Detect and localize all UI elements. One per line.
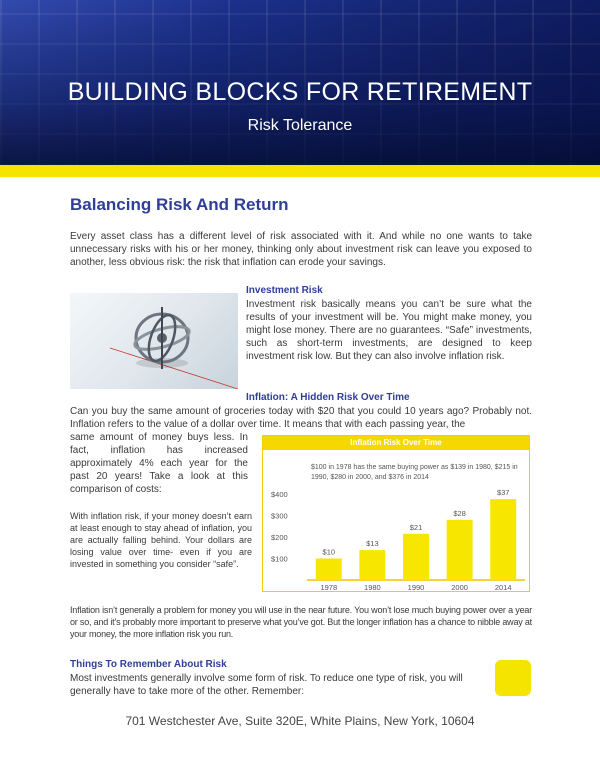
header-banner xyxy=(0,0,600,165)
investment-risk-heading: Investment Risk xyxy=(246,285,323,296)
x-tick-label: 1978 xyxy=(320,583,338,592)
bar-value-label: $13 xyxy=(366,539,379,549)
remember-text: Most investments generally involve some form of risk. To reduce one type of risk, you will generally have to take more of the other. Remember: xyxy=(70,673,463,697)
bar xyxy=(359,550,385,580)
inflation-left-column-2: With inflation risk, if your money doesn’t earn at least enough to stay ahead of inflation, you are actually falling behind. Your dollars are losing value over time- even if you are invested in something you consider “safe”. xyxy=(70,511,252,569)
gyroscope-image xyxy=(70,293,238,389)
bar-value-label: $10 xyxy=(322,547,336,557)
x-tick-label: 1990 xyxy=(407,583,425,592)
bar-value-label: $21 xyxy=(409,522,423,532)
inflation-risk-text: Can you buy the same amount of groceries today with $20 that you could 10 years ago? Probably not. Inflation refers to the value of a dollar over time. It means that with each passing year, the xyxy=(70,406,532,430)
remember-heading: Things To Remember About Risk xyxy=(70,659,227,670)
x-tick-label: 1980 xyxy=(364,583,381,592)
investment-risk-text: Investment risk basically means you can’t be sure what the results of your investment will be. You might make money, you might lose money. There are no guarantees. “Safe” investments, such as short-term investments, are designed to keep investment risk low. But they can also involve inflation risk. xyxy=(246,299,532,362)
page-title: BUILDING BLOCKS FOR RETIREMENT xyxy=(67,78,533,106)
chart-caption: $100 in 1978 has the same buying power as $139 in 1980, $215 in 1990, $280 in 2000, and $376 in 2014 xyxy=(311,464,518,481)
yellow-square-decoration xyxy=(495,660,531,696)
inflation-risk-heading: Inflation: A Hidden Risk Over Time xyxy=(246,392,410,403)
page-subtitle: Risk Tolerance xyxy=(247,117,353,134)
bar-value-label: $37 xyxy=(496,488,510,498)
bar xyxy=(403,534,429,580)
y-tick-label: $400 xyxy=(271,490,288,499)
bar xyxy=(447,520,473,580)
chart-title: Inflation Risk Over Time xyxy=(263,436,529,450)
y-tick-label: $300 xyxy=(271,511,288,521)
chart-plot xyxy=(263,436,531,593)
x-tick-label: 2014 xyxy=(494,583,512,592)
bar-value-label: $28 xyxy=(453,508,466,518)
intro-paragraph: Every asset class has a different level of risk associated with it. And while no one wants to take unnecessary risks with his or her money, thinking only about investment risk can leave you exposed to another, less obvious risk: the risk that inflation can erode your savings. xyxy=(70,231,532,268)
yellow-band xyxy=(0,165,600,177)
section-title: Balancing Risk And Return xyxy=(70,195,289,214)
bottom-paragraph: Inflation isn’t generally a problem for money you will use in the near future. You won’t lose much buying power over a year or so, and it’s probably more important to preserve what you’ve got. But the longer inflation has a chance to nibble away at your money, the more inflation risk you run. xyxy=(70,605,532,639)
footer-address: 701 Westchester Ave, Suite 320E, White Plains, New York, 10604 xyxy=(125,714,475,728)
y-tick-label: $100 xyxy=(271,554,288,564)
inflation-chart xyxy=(262,435,530,592)
y-tick-label: $200 xyxy=(271,533,288,542)
bar xyxy=(316,559,342,581)
bar xyxy=(490,499,516,580)
inflation-left-column: same amount of money buys less. In fact, inflation has increased approximately 4% each year for the past 20 years! Take a look at this comparison of costs: xyxy=(70,432,248,495)
x-tick-label: 2000 xyxy=(451,583,468,592)
